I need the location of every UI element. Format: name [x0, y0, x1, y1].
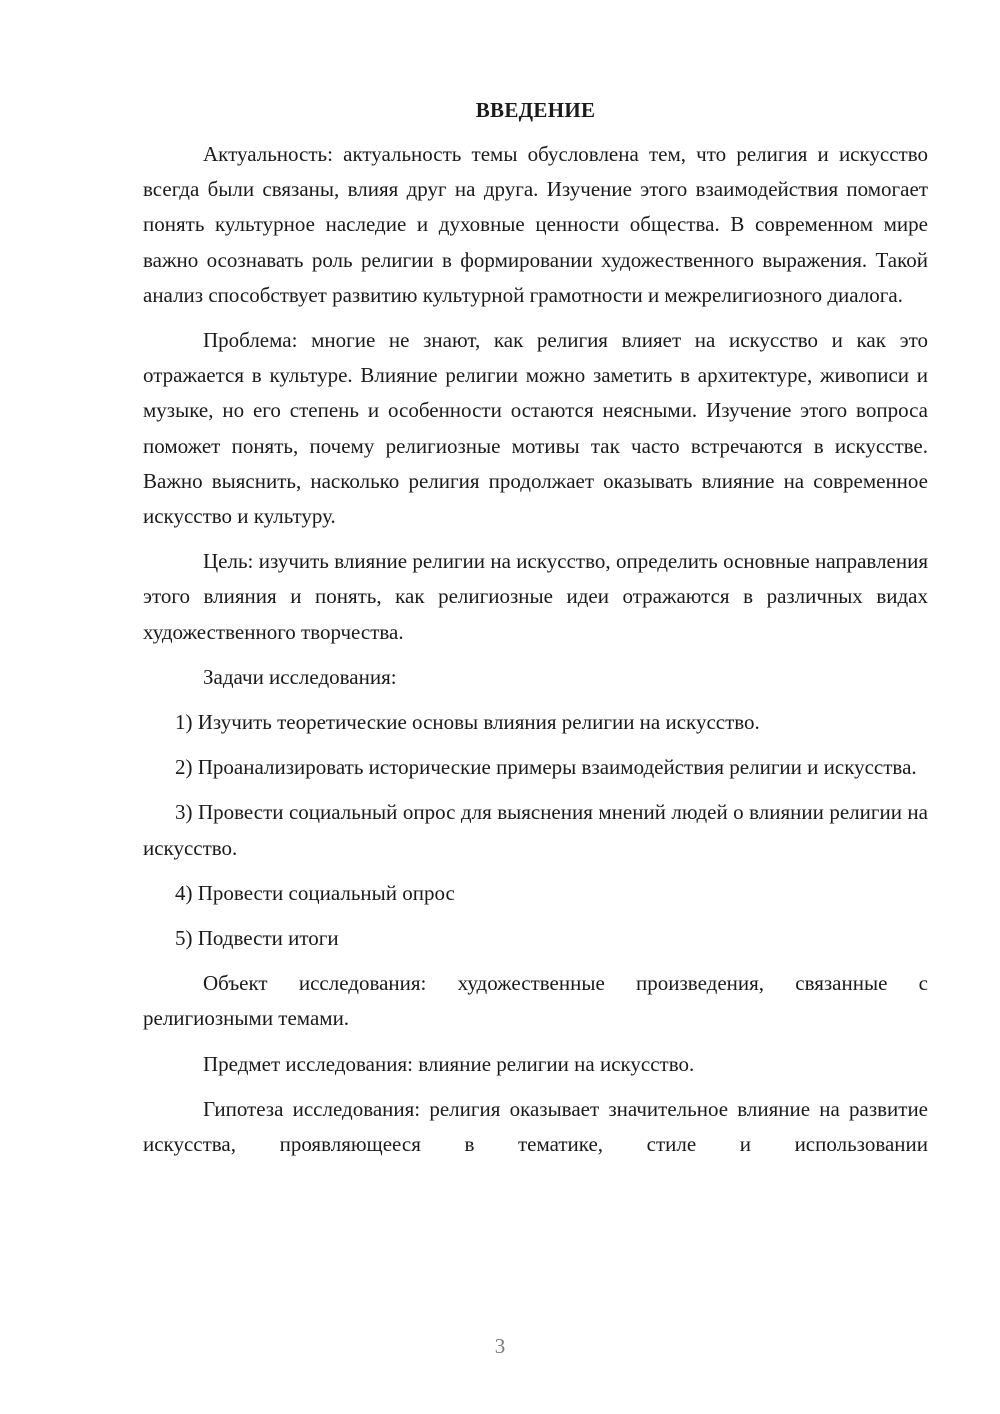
paragraph-object: Объект исследования: художественные произведения, связанные с религиозными темами. — [143, 971, 928, 1031]
task-item: 4) Провести социальный опрос — [175, 880, 455, 905]
task-item: 3) Провести социальный опрос для выяснения мнений людей о влиянии религии на искусство. — [143, 800, 928, 860]
task-item: 1) Изучить теоретические основы влияния религии на искусство. — [175, 710, 760, 735]
paragraph-hypothesis: Гипотеза исследования: религия оказывает значительное влияние на развитие искусства, проявляющееся в тематике, стиле и использовании — [143, 1096, 928, 1157]
task-item: 5) Подвести итоги — [175, 926, 339, 951]
paragraph-tasks-title: Задачи исследования: — [203, 664, 397, 689]
paragraph-relevance: Актуальность: актуальность темы обусловлена тем, что религия и искусство всегда были связаны, влияя друг на друга. Изучение этого взаимодействия помогает понять культурное наследие и духовные ценности общества. В современном мире важно осознавать роль религии в формировании художественного выражения. Такой анализ способствует развитию культурной грамотности и межрелигиозного диалога. — [143, 142, 928, 307]
task-item: 2) Проанализировать исторические примеры взаимодействия религии и искусства. — [175, 755, 917, 780]
paragraph-goal: Цель: изучить влияние религии на искусство, определить основные направления этого влияния и понять, как религиозные идеи отражаются в различных видах художественного творчества. — [143, 549, 928, 644]
paragraph-subject: Предмет исследования: влияние религии на искусство. — [203, 1051, 695, 1076]
section-heading: ВВЕДЕНИЕ — [475, 98, 596, 122]
page-number: 3 — [494, 1334, 506, 1358]
paragraph-problem: Проблема: многие не знают, как религия влияет на искусство и как это отражается в культуре. Влияние религии можно заметить в архитектуре, живописи и музыке, но его степень и особенности остаются неясными. Изучение этого вопроса поможет понять, почему религиозные мотивы так часто встречаются в искусстве. Важно выяснить, насколько религия продолжает оказывать влияние на современное искусство и культуру. — [143, 328, 928, 529]
document-page — [143, 95, 928, 1172]
